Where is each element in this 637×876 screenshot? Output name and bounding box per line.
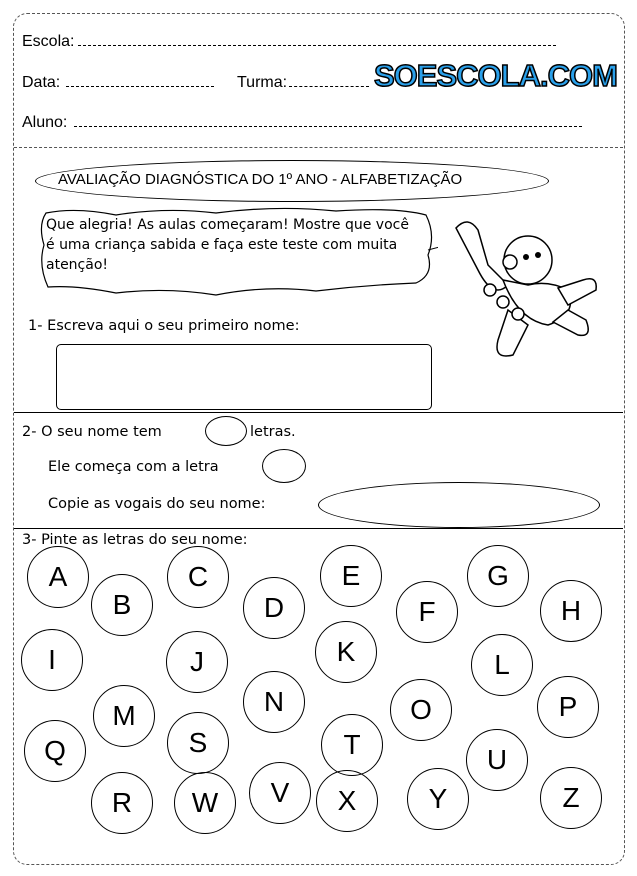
divider [14, 528, 623, 529]
question-3: 3- Pinte as letras do seu nome: [22, 532, 248, 548]
first-letter-circle[interactable] [262, 449, 306, 483]
vowels-prompt: Copie as vogais do seu nome: [48, 496, 266, 512]
letter-circle-r[interactable]: R [91, 772, 153, 834]
speech-text: Que alegria! As aulas começaram! Mostre que você é uma criança sabida e faça este teste com muita atenção! [46, 217, 409, 273]
letter-circle-l[interactable]: L [471, 634, 533, 696]
first-name-box[interactable] [56, 344, 432, 410]
date-label: Data: [22, 74, 61, 91]
school-field[interactable] [78, 45, 556, 46]
letter-circle-j[interactable]: J [166, 631, 228, 693]
letter-circle-d[interactable]: D [243, 577, 305, 639]
class-field[interactable] [289, 86, 369, 87]
letter-circle-q[interactable]: Q [24, 720, 86, 782]
letter-circle-t[interactable]: T [321, 714, 383, 776]
letter-circle-b[interactable]: B [91, 574, 153, 636]
class-label: Turma: [237, 74, 288, 91]
letter-circle-g[interactable]: G [467, 545, 529, 607]
letter-count-circle[interactable] [205, 416, 247, 446]
letter-circle-w[interactable]: W [174, 772, 236, 834]
page-title: AVALIAÇÃO DIAGNÓSTICA DO 1º ANO - ALFABETIZAÇÃO [58, 171, 463, 188]
letter-circle-c[interactable]: C [167, 546, 229, 608]
soescola-logo: SOESCOLA.COM [374, 58, 617, 93]
question-1: 1- Escreva aqui o seu primeiro nome: [28, 318, 300, 334]
letter-circle-e[interactable]: E [320, 545, 382, 607]
question-2: 2- O seu nome tem [22, 424, 162, 440]
letter-circle-y[interactable]: Y [407, 768, 469, 830]
date-field[interactable] [66, 86, 214, 87]
student-label: Aluno: [22, 114, 68, 131]
divider [14, 147, 623, 148]
letter-circle-k[interactable]: K [315, 621, 377, 683]
letter-circle-h[interactable]: H [540, 580, 602, 642]
student-field[interactable] [74, 126, 582, 127]
clown-illustration [448, 210, 608, 370]
letter-circle-i[interactable]: I [21, 629, 83, 691]
letter-circle-a[interactable]: A [27, 546, 89, 608]
letter-circle-s[interactable]: S [167, 712, 229, 774]
letter-circle-m[interactable]: M [93, 685, 155, 747]
letter-circle-f[interactable]: F [396, 581, 458, 643]
divider [14, 412, 623, 413]
letter-circle-v[interactable]: V [249, 762, 311, 824]
first-letter-prompt: Ele começa com a letra [48, 459, 219, 475]
letter-circle-o[interactable]: O [390, 679, 452, 741]
school-label: Escola: [22, 33, 75, 50]
question-2-suffix: letras. [250, 424, 296, 440]
letter-circle-u[interactable]: U [466, 729, 528, 791]
letter-circle-x[interactable]: X [316, 770, 378, 832]
letter-circle-n[interactable]: N [243, 671, 305, 733]
vowels-oval[interactable] [318, 482, 600, 528]
letter-circle-p[interactable]: P [537, 676, 599, 738]
letter-circle-z[interactable]: Z [540, 767, 602, 829]
